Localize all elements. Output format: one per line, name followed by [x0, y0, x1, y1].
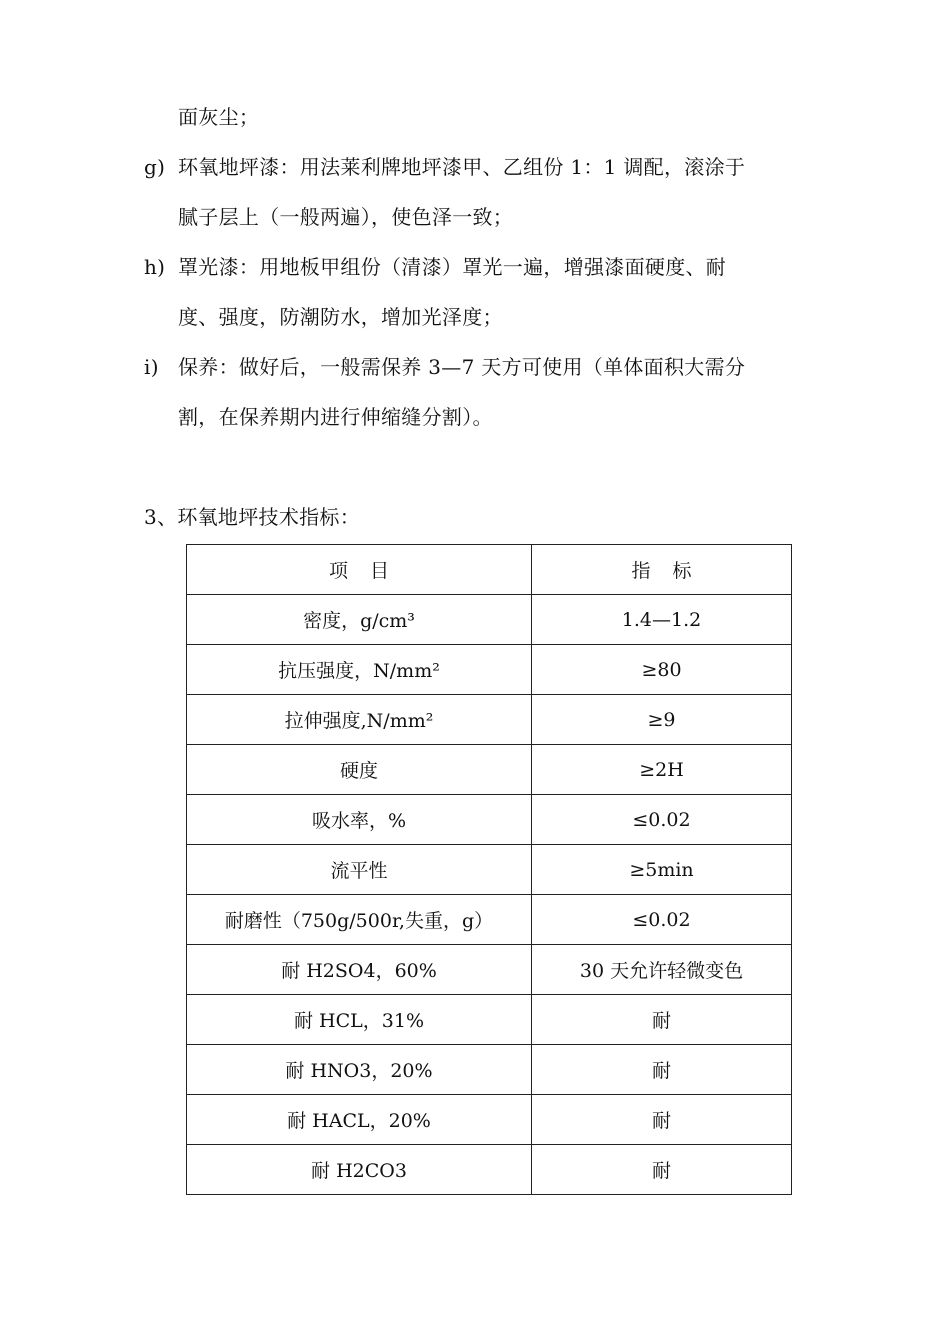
table-row: [187, 795, 792, 845]
cell-indicator: ≤0.02: [532, 795, 792, 845]
line-text: 面灰尘；: [178, 105, 260, 129]
list-marker: g): [144, 155, 166, 179]
list-marker: h): [144, 255, 166, 279]
line-text: 腻子层上（一般两遍），使色泽一致；: [178, 205, 514, 229]
cell-indicator: ≥9: [532, 695, 792, 745]
paragraph-line-1: [178, 103, 259, 131]
cell-item: 硬度: [187, 745, 532, 795]
section-title: 3、环氧地坪技术指标：: [144, 505, 361, 529]
cell-indicator: 耐: [532, 1045, 792, 1095]
header-item: 项目: [187, 545, 532, 595]
table-row: [187, 1095, 792, 1145]
cell-item: 密度，g/cm³: [187, 595, 532, 645]
cell-indicator: ≤0.02: [532, 895, 792, 945]
table-header-row: [187, 545, 792, 595]
line-text: 保养：做好后，一般需保养 3—7 天方可使用（单体面积大需分: [178, 355, 746, 379]
cell-item: 耐 HCL，31%: [187, 995, 532, 1045]
cell-indicator: ≥80: [532, 645, 792, 695]
list-item-i: [144, 353, 745, 381]
cell-item: 拉伸强度,N/mm²: [187, 695, 532, 745]
cell-item: 耐 H2CO3: [187, 1145, 532, 1195]
cell-item: 耐 HNO3，20%: [187, 1045, 532, 1095]
list-item-h: [144, 253, 726, 281]
table-row: [187, 695, 792, 745]
cell-indicator: 1.4—1.2: [532, 595, 792, 645]
table-row: [187, 1145, 792, 1195]
table-body: [187, 595, 792, 1195]
cell-item: 耐 HACL，20%: [187, 1095, 532, 1145]
table-row: [187, 595, 792, 645]
table-row: [187, 845, 792, 895]
cell-indicator: 耐: [532, 995, 792, 1045]
table-row: [187, 945, 792, 995]
list-item-g: [144, 153, 745, 181]
cell-item: 抗压强度，N/mm²: [187, 645, 532, 695]
table-row: [187, 995, 792, 1045]
table-row: [187, 745, 792, 795]
table-row: [187, 1045, 792, 1095]
line-text: 罩光漆：用地板甲组份（清漆）罩光一遍，增强漆面硬度、耐: [178, 255, 727, 279]
table-row: [187, 895, 792, 945]
cell-indicator: 耐: [532, 1145, 792, 1195]
tech-spec-table: [186, 544, 792, 1195]
cell-item: 耐磨性（750g/500r,失重，g）: [187, 895, 532, 945]
table-row: [187, 645, 792, 695]
cell-indicator: 30 天允许轻微变色: [532, 945, 792, 995]
cell-item: 耐 H2SO4，60%: [187, 945, 532, 995]
cell-indicator: ≥2H: [532, 745, 792, 795]
paragraph-line-3: [178, 203, 513, 231]
paragraph-line-5: [178, 303, 503, 331]
cell-item: 吸水率，%: [187, 795, 532, 845]
cell-indicator: 耐: [532, 1095, 792, 1145]
header-indicator: 指标: [532, 545, 792, 595]
list-marker: i): [144, 355, 159, 379]
line-text: 环氧地坪漆：用法莱利牌地坪漆甲、乙组份 1：1 调配，滚涂于: [178, 155, 746, 179]
line-text: 割，在保养期内进行伸缩缝分割）。: [178, 405, 493, 429]
line-text: 度、强度，防潮防水，增加光泽度；: [178, 305, 503, 329]
cell-indicator: ≥5min: [532, 845, 792, 895]
cell-item: 流平性: [187, 845, 532, 895]
paragraph-line-7: [178, 403, 493, 431]
